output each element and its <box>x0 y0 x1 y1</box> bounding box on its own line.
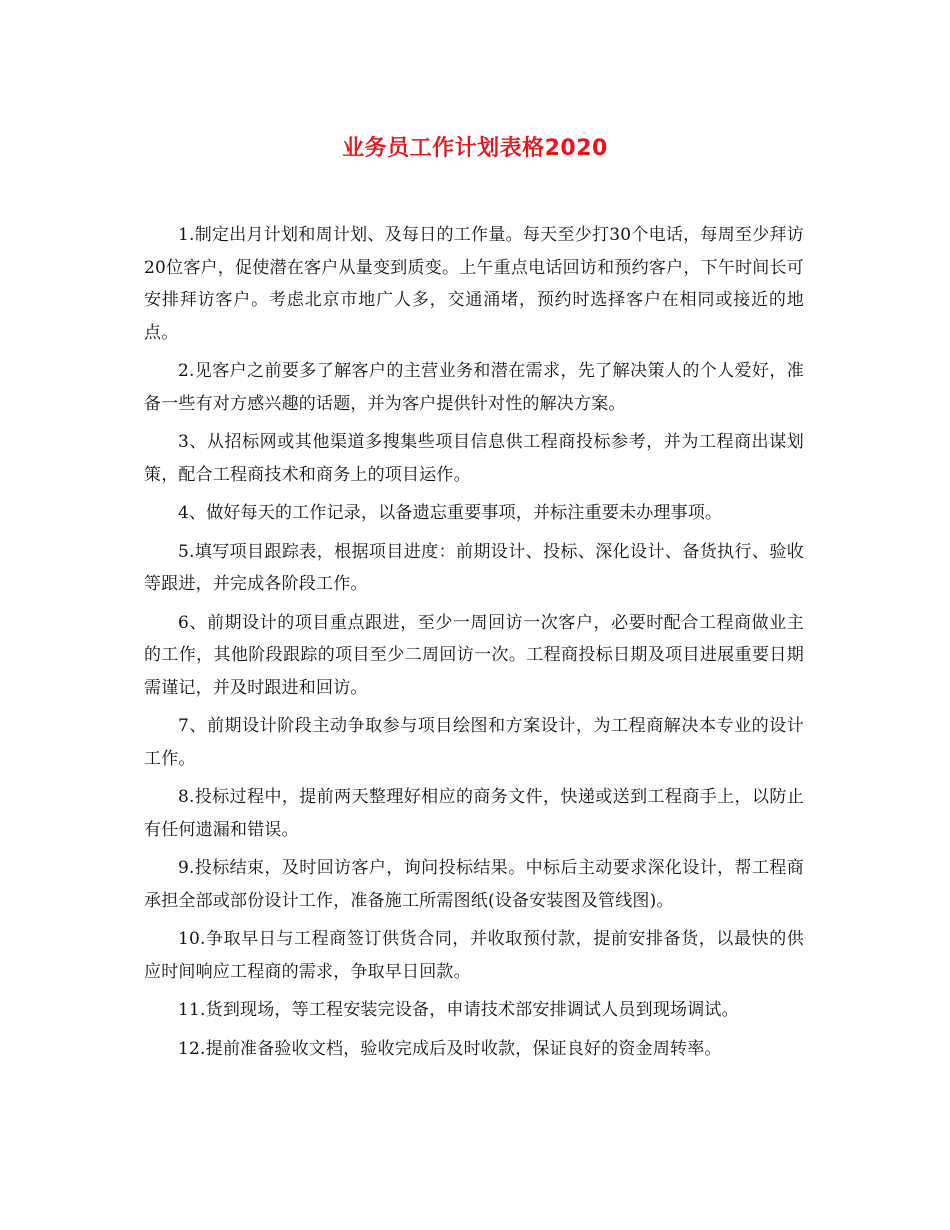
paragraph-8: 8.投标过程中，提前两天整理好相应的商务文件，快递或送到工程商手上，以防止有任何遗漏和错误。 <box>144 787 804 840</box>
paragraph-12: 12.提前准备验收文档，验收完成后及时收款，保证良好的资金周转率。 <box>178 1038 722 1059</box>
paragraph-7: 7、前期设计阶段主动争取参与项目绘图和方案设计，为工程商解决本专业的设计工作。 <box>144 716 804 769</box>
paragraph-1: 1.制定出月计划和周计划、及每日的工作量。每天至少打30个电话，每周至少拜访20位客户，促使潜在客户从量变到质变。上午重点电话回访和预约客户，下午时间长可安排拜访客户。考虑北京市地广人多，交通涌堵，预约时选择客户在相同或接近的地点。 <box>144 225 804 343</box>
paragraph-11: 11.货到现场，等工程安装完设备，申请技术部安排调试人员到现场调试。 <box>178 1000 739 1020</box>
paragraph-3: 3、从招标网或其他渠道多搜集些项目信息供工程商投标参考，并为工程商出谋划策，配合工程商技术和商务上的项目运作。 <box>144 432 804 485</box>
paragraph-2: 2.见客户之前要多了解客户的主营业务和潜在需求，先了解决策人的个人爱好，准备一些有对方感兴趣的话题，并为客户提供针对性的解决方案。 <box>144 361 804 414</box>
paragraph-4: 4、做好每天的工作记录，以备遗忘重要事项，并标注重要未办理事项。 <box>178 503 723 523</box>
document-body <box>144 219 804 1071</box>
paragraph-10: 10.争取早日与工程商签订供货合同，并收取预付款，提前安排备货，以最快的供应时间响应工程商的需求，争取早日回款。 <box>144 929 804 982</box>
paragraph-9: 9.投标结束，及时回访客户，询问投标结果。中标后主动要求深化设计，帮工程商承担全部或部份设计工作，准备施工所需图纸(设备安装图及管线图)。 <box>144 858 804 911</box>
paragraph-6: 6、前期设计的项目重点跟进，至少一周回访一次客户，必要时配合工程商做业主的工作，其他阶段跟踪的项目至少二周回访一次。工程商投标日期及项目进展重要日期需谨记，并及时跟进和回访。 <box>144 612 804 698</box>
document-title: 业务员工作计划表格2020 <box>342 136 608 161</box>
paragraph-5: 5.填写项目跟踪表，根据项目进度：前期设计、投标、深化设计、备货执行、验收等跟进，并完成各阶段工作。 <box>144 541 804 594</box>
